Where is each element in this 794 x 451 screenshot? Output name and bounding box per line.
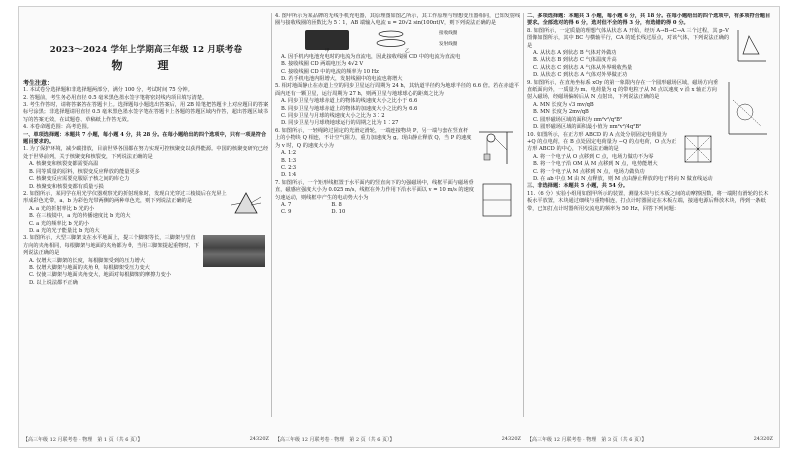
- option: B. 从状态 B 到状态 C 气体温度升高: [533, 57, 617, 64]
- option: A. 将一个电子从 O 点移到 C 点，电场力做功不为零: [533, 153, 654, 160]
- note-item: 3. 考生作答时，请将答案答在答题卡上。选择题每小题选出答案后，用 2B 铅笔把答题卡上对应题目的答案标号涂黑；非选择题请用直径 0.5 毫米黑色墨水签字笔在答题卡上各题的答题区域内作答，超出答题区域书写的答案无效，在试题卷、草稿纸上作答无效。: [23, 102, 269, 123]
- column-divider: [271, 13, 272, 417]
- section-heading: 三、非选择题：本题共 5 小题，共 54 分。: [527, 183, 629, 190]
- question-8: 8. 如图所示，一定质量的理想气体从状态 A 开始，经历 A→B→C→A 三个过程，其 p–V 图像如图所示，其中 BC 与横轴平行，CA 的延长线过原点，对该气体，下列说法正确的是: [527, 27, 730, 49]
- fig-label: 甲: [325, 48, 330, 54]
- fig-label: 乙: [405, 48, 410, 54]
- option: D. 同步卫星与月球绕地球运行的周期之比为 1∶27: [281, 120, 399, 127]
- coil-diagram: [361, 28, 421, 50]
- option: B. 8: [331, 201, 342, 208]
- footer-code: 24320Z: [249, 436, 269, 442]
- page-2-footer: [275, 436, 521, 443]
- section-heading: 二、多项选择题：本题共 3 小题，每小题 6 分，共 18 分。在每小题给出的四个选项中，有多项符合题目要求。全部选对的得 6 分，选对但不全的得 3 分，有选错的得 0 分。: [527, 13, 771, 27]
- question-4: 4. 图甲所示为某品牌的无线手机充电器，其原理图如图乙所示，其工作原理与理想变压器相同，已知发射线圈与接收线圈的匝数比为 5∶1，AB 端输入电流 u = 20√2 sin(100πt)V，则下列说法正确的是: [275, 13, 521, 27]
- option: A. 因手机内电池充电时的电流为直流电，因此接收线圈 CD 中的电流为直流电: [281, 53, 461, 60]
- option: C. a 光的频率比 b 光的小: [29, 220, 89, 227]
- option: B. 同步卫星与地球赤道上的物体的加速度大小之比约为 6.6: [281, 105, 418, 112]
- note-item: 1. 本试卷分选择题和非选择题两部分，满分 100 分，考试时间 75 分钟。: [23, 87, 193, 94]
- option: B. 仅增大脚架与地面的夹角 θ，每根脚架受压力变大: [29, 264, 150, 271]
- prism-figure: [231, 191, 261, 217]
- footer-page-label: 【高三年级 12 月联考卷 · 物理 第 3 页（共 6 页）】: [527, 437, 647, 443]
- option: C. 核聚变反应需要克服原子核之间的库仑力: [29, 176, 130, 183]
- page-1-footer: [23, 436, 269, 443]
- magnetic-field-figure: [725, 80, 769, 138]
- footer-code: 24320Z: [501, 436, 521, 442]
- option: A. 从状态 A 到状态 B 气体对外做功: [533, 50, 617, 57]
- option: B. 接收线圈 CD 两端电压为 4√2 V: [281, 61, 364, 68]
- page-2-column: [275, 13, 521, 417]
- rail-figure: [479, 180, 515, 220]
- question-9: 9. 如图所示，在直角坐标系 xOy 的第一象限内存在一个圆形磁场区域，磁场方向垂直纸面向外，一质量为 m、电荷量为 q 的带电粒子从 M 点以速度 v 沿 x 轴正方向射入磁场，经磁场偏转后从 N 点射出，下列说法正确的是: [527, 79, 719, 101]
- option: C. 同步卫星与月球的线速度大小之比为 3∶2: [281, 113, 385, 120]
- option: B. 1∶3: [281, 157, 297, 164]
- option: C. 仅使三脚架与地面夹角变大，地面对每根脚架的摩擦力变小: [29, 272, 171, 279]
- fig-sub-label: 接收线圈: [439, 30, 458, 36]
- option: D. 若手机电池内阻增大，发射线圈中的电流也将增大: [281, 76, 403, 83]
- question-3: 3. 如图所示，大型三脚架支在水平地面上，提三个脚架等长，三脚架与竖直方向的夹角相同，每根脚架与地面的夹角都为 θ，当用三脚架提起重物时，下列说法正确的是: [23, 235, 199, 257]
- question-6: 6. 如图所示，一轻绳跨过固定的光滑定滑轮，一端连接物块 P，另一端与套在竖直杆上的小物块 Q 相连，不计空气阻力，重力加速度为 g。现由静止释放 Q，当 P 的速度为 v 时，Q 的速度大小为: [275, 127, 472, 149]
- footer-page-label: 【高三年级 12 月联考卷 · 物理 第 2 页（共 6 页）】: [275, 437, 395, 443]
- footer-code: 24320Z: [753, 436, 773, 442]
- square-charges-figure: [681, 132, 715, 166]
- tripod-photo: [203, 235, 265, 267]
- charger-photo: [305, 30, 349, 50]
- page-3-column: [527, 13, 773, 417]
- section-heading: 一、单项选择题：本题共 7 小题，每小题 4 分，共 28 分。在每小题给出的四个选项中，只有一项是符合题目要求的。: [23, 131, 267, 146]
- option: B. 同等质量的原料，核裂变反应释放的能量更多: [29, 168, 140, 175]
- option: D. 从状态 C 到状态 A 气体对外界做正功: [533, 72, 628, 79]
- option: A. a 光的折射率比 b 光的小: [29, 205, 95, 212]
- option: D. 10: [331, 209, 346, 216]
- option: D. 1∶4: [281, 172, 297, 179]
- option: C. 从状态 C 到状态 A 气体从外界吸收热量: [533, 64, 633, 71]
- option: C. 2∶3: [281, 164, 297, 171]
- q7-options-row: [275, 209, 475, 216]
- option: A. 1∶2: [281, 150, 296, 157]
- option: A. 核聚变和核裂变都需要高温: [29, 161, 99, 168]
- option: D. 圆形磁场区域的面积最小值为 πm²v²/4q²B²: [533, 124, 642, 131]
- question-2: 2. 如图所示，某同学在用光学仪器观察光的折射现象时，发现白光穿过三棱镜后在光屏上形成彩色光带，a、b 为彩色光带两侧的两种单色光，则下列说法正确的是: [23, 190, 227, 205]
- option: A. 7: [281, 201, 292, 208]
- option: B. 在三棱镜中，a 光的传播速度比 b 光的大: [29, 213, 131, 220]
- footer-page-label: 【高三年级 12 月联考卷 · 物理 第 1 页（共 6 页）】: [23, 437, 143, 443]
- note-item: 2. 答题前，考生务必用直径 0.5 毫米黑色墨水签字笔将密封线内项目填写清楚。: [23, 94, 208, 101]
- question-10: 10. 如图所示，在正方形 ABCD 的 A 点处分别固定电荷量为 +Q 的点电荷，在 B 点处固定电荷量为 −Q 的点电荷，O 点为正方形 ABCD 的中心，下列说法正确的是: [527, 131, 677, 153]
- note-item: 4. 本卷命题范围：高考范围。: [23, 124, 92, 131]
- q7-options-row: [275, 202, 475, 209]
- exam-subject: 物 理: [111, 59, 181, 73]
- column-divider: [523, 13, 524, 417]
- page-1-column: [23, 13, 269, 417]
- question-11: 11.（6 分）实验小组用如图甲所示的装置，测量木块与长木板之间的动摩擦因数，将一端附有滑轮的长木板水平放置，木块通过细线与重物相连，打点计时器固定在木板左端，接通电源后释放木块，得到一条纸带，已知打点计时器所用交流电的频率为 50 Hz，回答下列问题：: [527, 190, 769, 212]
- fig-sub-label: 发射线圈: [439, 41, 458, 47]
- option: C. 圆形磁场区域的面积为 πm²v²/q²B²: [533, 116, 623, 123]
- page-3-footer: [527, 436, 773, 443]
- pv-graph-figure: [735, 28, 767, 64]
- option: A. 同步卫星与地球赤道上的物体的线速度大小之比小于 6.6: [281, 98, 418, 105]
- option: B. 将一个电子沿 OM 从 M 点移到 N 点，电势能增大: [533, 161, 658, 168]
- exam-sheet: [18, 6, 780, 448]
- question-5: 5. 相对地面静止在赤道上空的同步卫星运行周期为 24 h，其轨道半径约为地球半径的 6.6 倍。若在赤道平面内还有一颗卫星，运行周期为 27 h，则两卫星与地球球心的距离之比为: [275, 83, 520, 97]
- option: C. 9: [281, 209, 292, 216]
- option: D. a 光的光子能量比 b 光的大: [29, 227, 100, 234]
- question-7: 7. 如图所示，一个矩形线框置于水平面内的竖直向下的匀强磁场中，线框平面与磁场垂直，磁感应强度大小为 0.025 m/s，线框在外力作用下沿水平面以 v = 10 m/s 的速度匀速运动，则线框中产生的电动势大小为: [275, 179, 474, 201]
- option: D. 以上说法都不正确: [29, 279, 78, 286]
- notes-heading: 考生注意：: [23, 79, 54, 87]
- option: D. 在 ab 中点 M 由 N 点释放，则 M 点由静止释放的电子将向 N 做直线运动: [533, 175, 713, 182]
- option: C. 将一个电子从 M 点移到 N 点，电场力做负功: [533, 168, 645, 175]
- option: A. 仅增大三脚架的长度，每根脚架受到的压力增大: [29, 257, 145, 264]
- exam-title: 2023～2024 学年上学期高三年级 12 月联考卷: [49, 45, 243, 55]
- option: D. 核聚变和核裂变都有质量亏损: [29, 183, 104, 190]
- charger-figure: [275, 28, 521, 54]
- option: C. 接收线圈 CD 中的电流的频率为 10 Hz: [281, 68, 379, 75]
- question-1: 1. 为了保护环境，减少碳排放，目前世界各国都在努力实现可控核聚变以获得能源。中国的核聚变研究已经处于世界前列，关于核聚变和核裂变，下列说法正确的是: [23, 146, 269, 160]
- pulley-figure: [477, 128, 515, 166]
- option: B. MN 长度为 2mv/qB: [533, 109, 589, 116]
- option: A. MN 长度为 √3 mv/qB: [533, 101, 594, 108]
